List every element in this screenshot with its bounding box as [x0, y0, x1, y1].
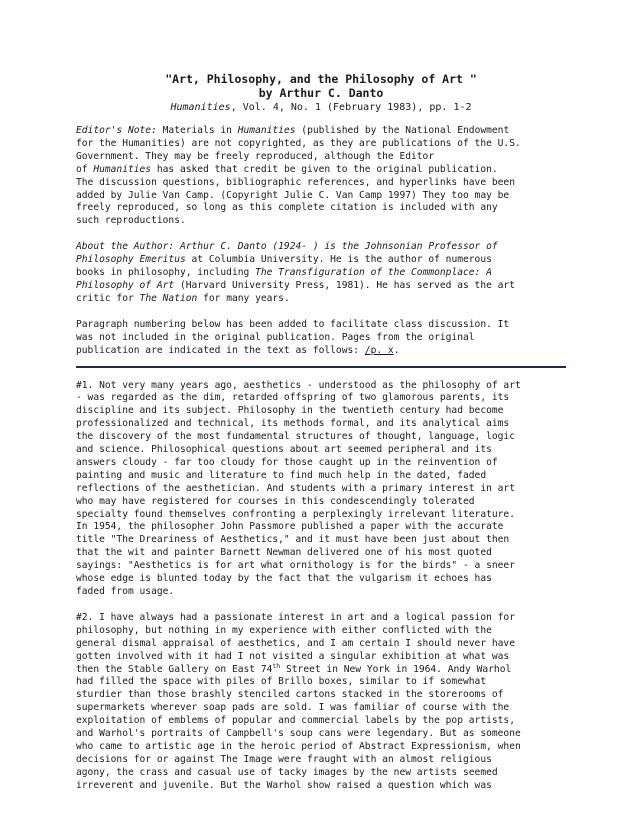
about-author: About the Author: Arthur C. Danto (1924- ) is the Johnsonian Professor of Philosophy Emeritus at Columbia University. He is the author of numerous books in philosophy, including The Transfiguration of the Commonplace: A Philosophy of Art (Harvard University Press, 1981). He has served as the art critic for The Nation for many years. [76, 241, 515, 304]
citation-detail: , Vol. 4, No. 1 (February 1983), pp. 1-2 [230, 102, 472, 113]
page-marker-example: /p. x [364, 344, 394, 356]
editors-note-label: Editor's Note: [76, 125, 157, 136]
section-divider [76, 366, 566, 368]
editors-note: Editor's Note: Materials in Humanities (published by the National Endowment for the Humanities) are not copyrighted, as they are publications of the U.S. Government. They may be freely reproduced, although the Editor of Humanities has asked that credit be given to the original publication. The discussion questions, bibliographic references, and hyperlinks have been added by Julie Van Camp. (Copyright Julie C. Van Camp 1997) They too may be freely reproduced, so long as this complete citation is included with any such reproductions. [76, 125, 521, 227]
journal-name: Humanities [170, 102, 231, 113]
document-page [76, 72, 566, 806]
article-author: by Arthur C. Danto [258, 86, 384, 100]
article-title: "Art, Philosophy, and the Philosophy of Art " [165, 72, 477, 86]
numbering-note: Paragraph numbering below has been added to facilitate class discussion. It was not included in the original publication. Pages from the original publication are indicated in the text as follows: /p. x. [76, 318, 510, 356]
citation [76, 101, 566, 114]
paragraph-2: #2. I have always had a passionate interest in art and a logical passion for philosophy, but nothing in my experience with either conflicted with the general dismal appraisal of aesthetics, and I am certain I should never have gotten involved with it had I not visited a singular exhibition at what was then the Stable Gallery on East 74th Street in New York in 1964. Andy Warhol had filled the space with piles of Brillo boxes, similar to if somewhat sturdier than those brashly stenciled cartons stacked in the storerooms of supermarkets wherever soap pads are sold. I was familiar of course with the exploitation of emblems of popular and commercial labels by the pop artists, and Warhol's portraits of Campbell's soup cans were legendary. But as someone who came to artistic age in the heroic period of Abstract Expressionism, when decisions for or against The Image were fraught with an almost religious agony, the crass and casual use of tacky images by the new artists seemed irreverent and juvenile. But the Warhol show raised a question which was [76, 611, 521, 791]
title-block [76, 72, 566, 114]
paragraph-1: #1. Not very many years ago, aesthetics - understood as the philosophy of art - was regarded as the dim, retarded offspring of two glamorous parents, its discipline and its subject. Philosophy in the twentieth century had become professionalized and technical, its methods formal, and its analytical aims the discovery of the most fundamental structures of thought, language, logic and science. Philosophical questions about art seemed peripheral and its answers cloudy - far too cloudy for those caught up in the reinvention of painting and music and literature to find much help in the dated, faded reflections of the aesthetician. And students with a primary interest in art who may have registered for courses in this condescendingly tolerated specialty found themselves confronting a perplexingly irrelevant literature. In 1954, the philosopher John Passmore published a paper with the accurate title "The Dreariness of Aesthetics," and it must have been just about then that the wit and painter Barnett Newman delivered one of his most quoted sayings: "Aesthetics is for art what ornithology is for the birds" - a sneer whose edge is blunted today by the fact that the vulgarism it echoes has faded from usage. [76, 379, 521, 597]
